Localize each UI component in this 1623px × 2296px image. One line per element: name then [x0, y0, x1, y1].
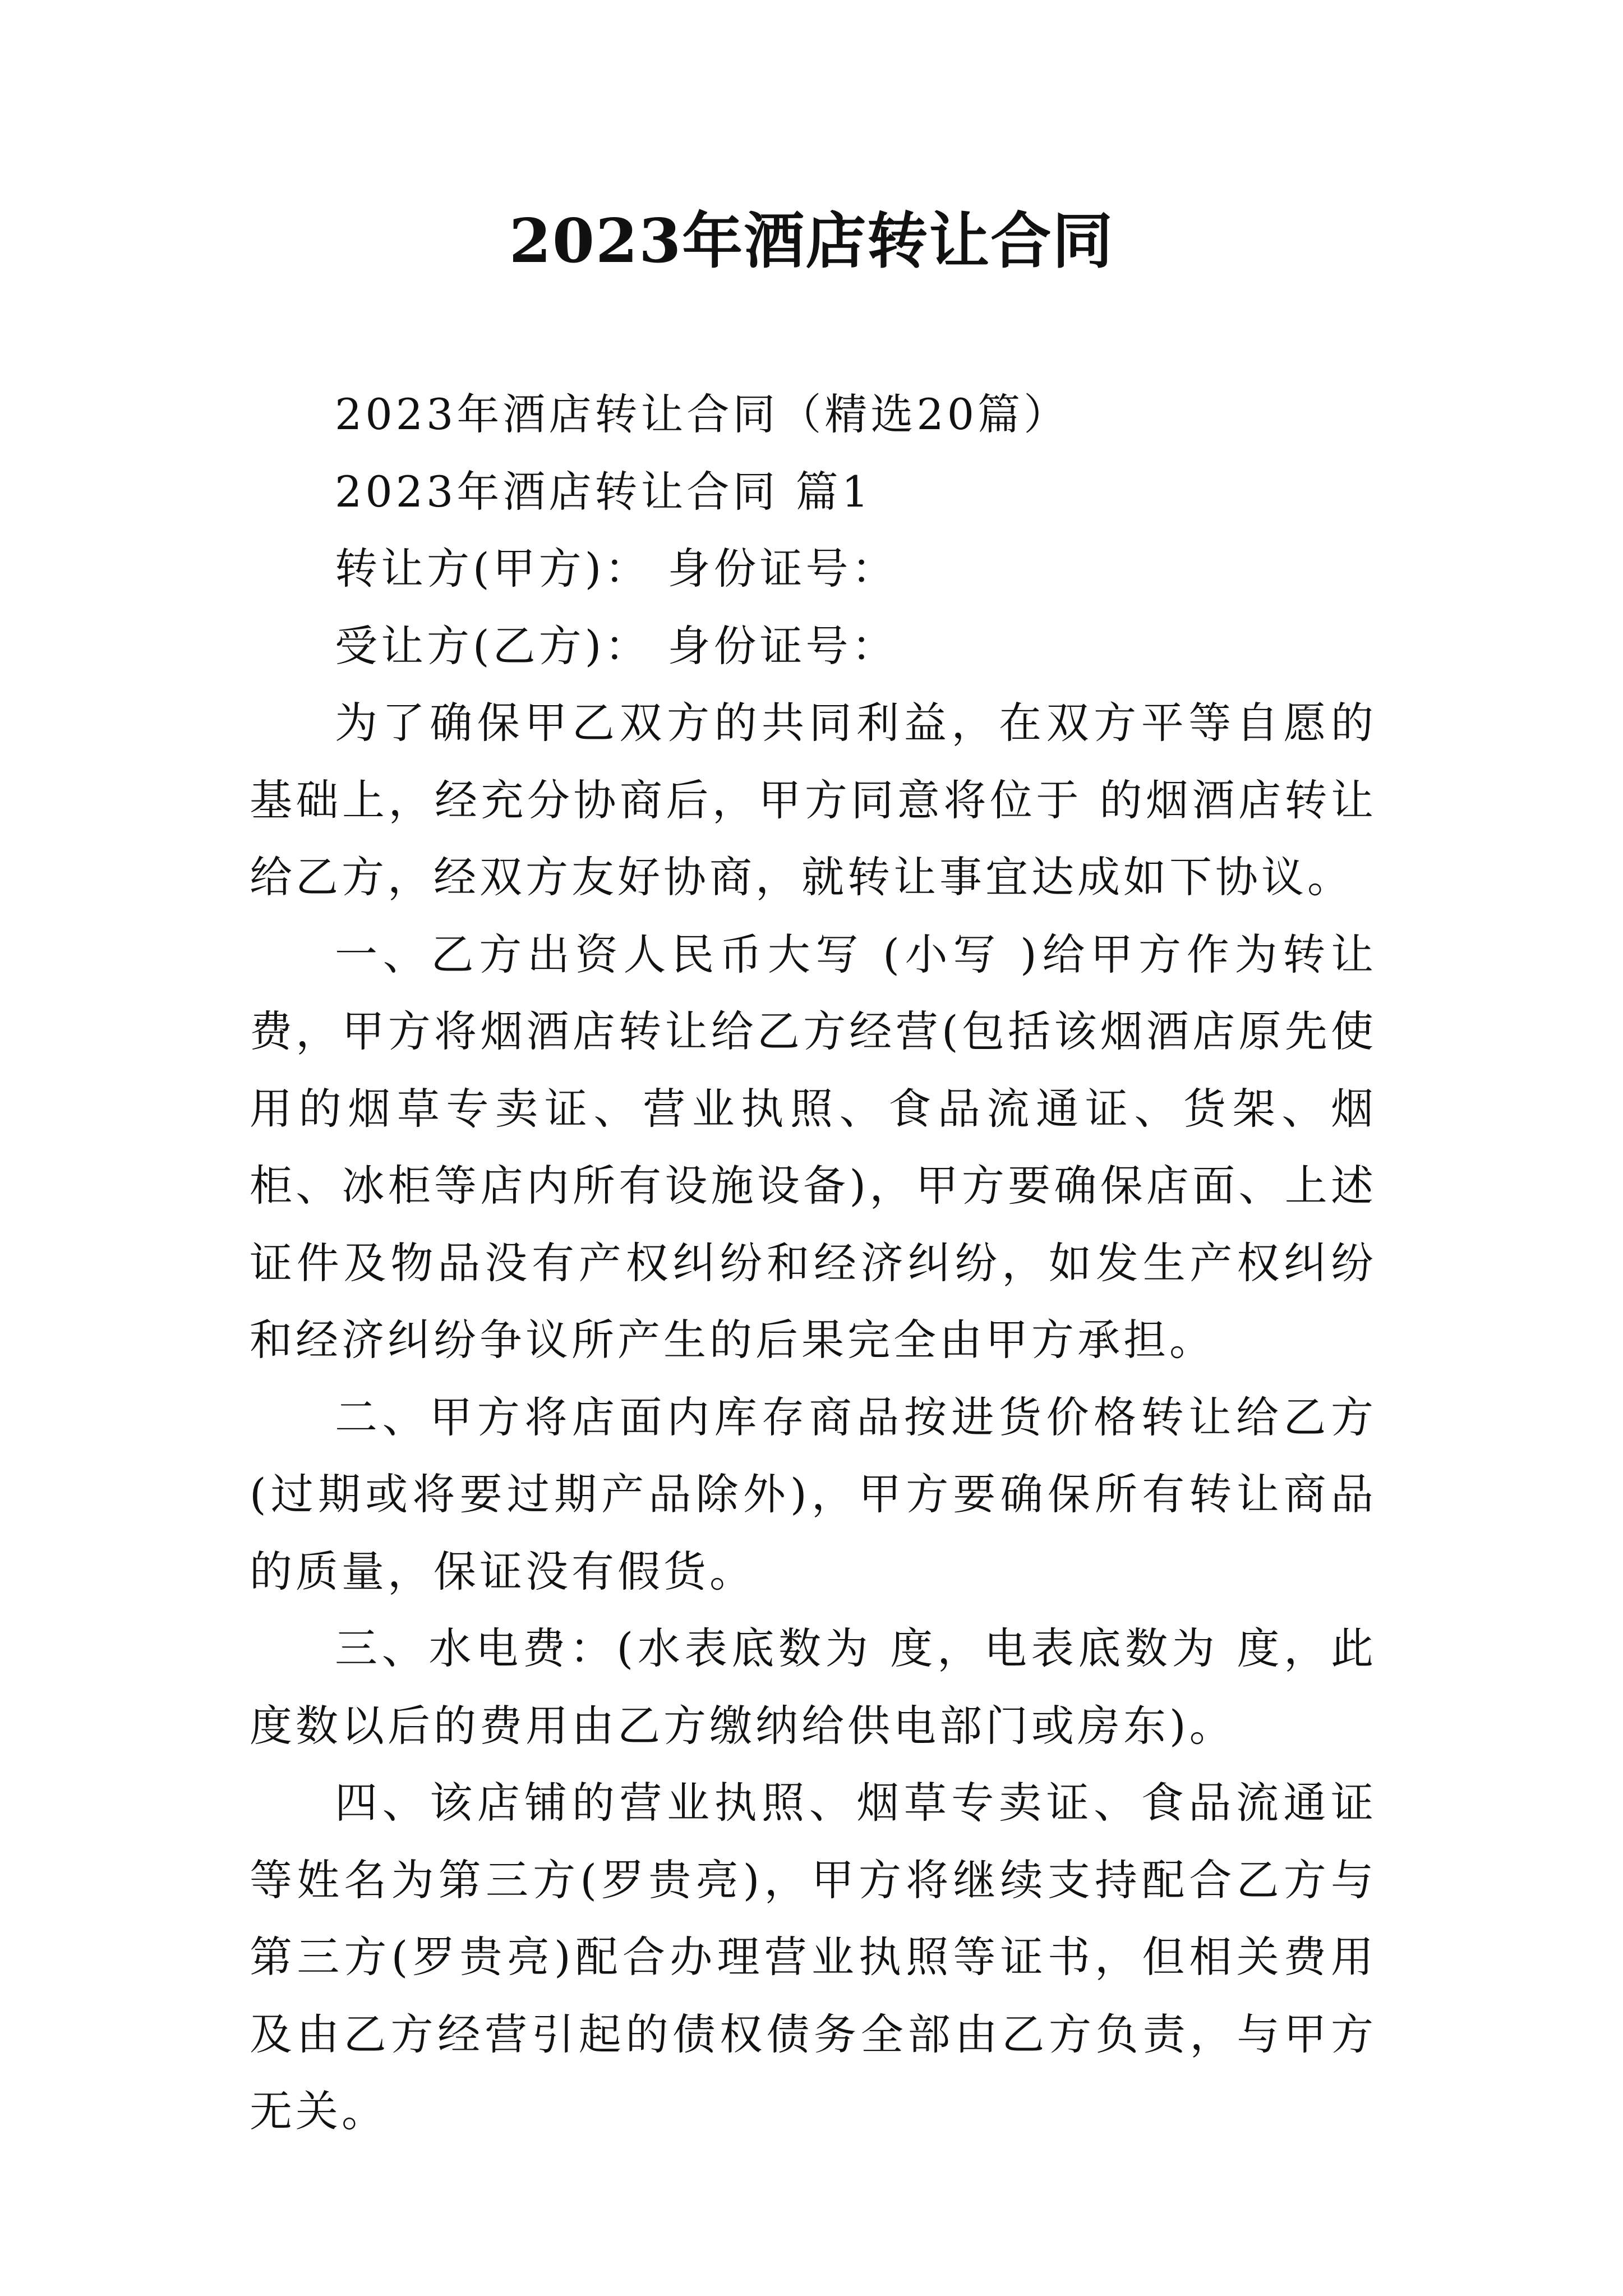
- paragraph-preamble: 为了确保甲乙双方的共同利益，在双方平等自愿的基础上，经充分协商后，甲方同意将位于 的烟酒店转让给乙方，经双方友好协商，就转让事宜达成如下协议。: [250, 698, 1377, 902]
- paragraph-transferor: 转让方(甲方)： 身份证号：: [335, 544, 898, 593]
- paragraph-subtitle: 2023年酒店转让合同（精选20篇）: [335, 389, 1070, 439]
- paragraph-transferee: 受让方(乙方)： 身份证号：: [335, 620, 898, 671]
- paragraph-clause-2: 二、甲方将店面内库存商品按进货价格转让给乙方(过期或将要过期产品除外)，甲方要确保所有转让商品的质量，保证没有假货。: [250, 1392, 1377, 1596]
- paragraph-clause-1: 一、乙方出资人民币大写 (小写 )给甲方作为转让费，甲方将烟酒店转让给乙方经营(包括该烟酒店原先使用的烟草专卖证、营业执照、食品流通证、货架、烟柜、冰柜等店内所有设施设备)，甲方要确保店面、上述证件及物品没有产权纠纷和经济纠纷，如发生产权纠纷和经济纠纷争议所产生的后果完全由甲方承担。: [250, 929, 1377, 1365]
- document-body: [250, 376, 1377, 2150]
- paragraph-clause-3: 三、水电费：(水表底数为 度，电表底数为 度，此度数以后的费用由乙方缴纳给供电部门或房东)。: [250, 1623, 1377, 1751]
- document-title: 2023年酒店转让合同: [509, 206, 1114, 277]
- paragraph-section-heading: 2023年酒店转让合同 篇1: [335, 466, 872, 517]
- paragraph-clause-4: 四、该店铺的营业执照、烟草专卖证、食品流通证等姓名为第三方(罗贵亮)，甲方将继续支持配合乙方与第三方(罗贵亮)配合办理营业执照等证书，但相关费用及由乙方经营引起的债权债务全部由乙方负责，与甲方无关。: [250, 1778, 1377, 2136]
